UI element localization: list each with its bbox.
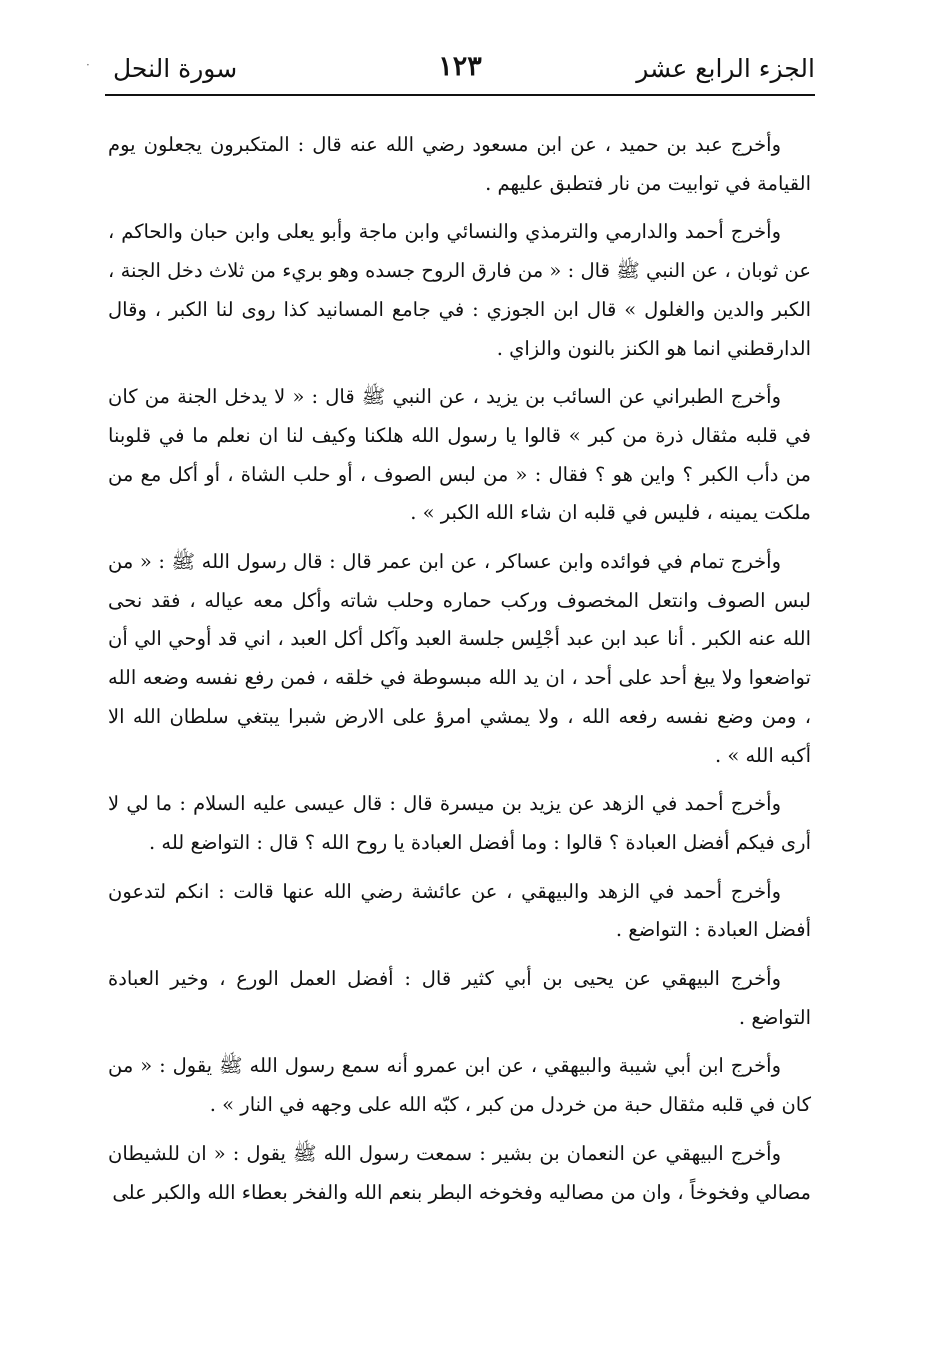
page-number: ١٢٣ [438, 51, 482, 82]
part-title: الجزء الرابع عشر [636, 54, 815, 83]
paragraph: وأخرج أحمد والدارمي والترمذي والنسائي وابن ماجة وأبو يعلى وابن حبان والحاكم ، عن ثوبان ، عن النبي ﷺ قال : « من فارق الروح جسده وهو بريء من ثلاث دخل الجنة ، الكبر والدين والغلول » قال ابن الجوزي : في جامع المسانيد كذا روى لنا الكبر ، وقال الدارقطني انما هو الكنز بالنون والزاي . [108, 220, 812, 360]
paragraph: وأخرج أحمد في الزهد والبيهقي ، عن عائشة رضي الله عنها قالت : انكم لتدعون أفضل العبادة : التواضع . [108, 879, 811, 942]
paragraph: وأخرج أحمد في الزهد عن يزيد بن ميسرة قال : قال عيسى عليه السلام : ما لي لا أرى فيكم أفضل العبادة ؟ قالوا : وما أفضل العبادة يا روح الله ؟ قال : التواضع لله . [108, 792, 811, 854]
paragraph: وأخرج ابن أبي شيبة والبيهقي ، عن ابن عمرو أنه سمع رسول الله ﷺ يقول : « من كان في قلبه مثقال حبة من خردل من كبر ، كبّه الله على وجهه في النار » . [108, 1054, 811, 1117]
page-body [108, 126, 811, 1212]
surah-title: سورة النحل [113, 54, 238, 83]
scan-speck: · [86, 58, 90, 72]
paragraph: وأخرج البيهقي عن يحيى بن أبي كثير قال : أفضل العمل الورع ، وخير العبادة التواضع . [108, 967, 811, 1029]
paragraph: وأخرج تمام في فوائده وابن عساكر ، عن ابن عمر قال : قال رسول الله ﷺ : « من لبس الصوف وانتعل المخصوف وركب حماره وحلب شاته وأكل معه عياله ، فقد نحى الله عنه الكبر . أنا عبد ابن عبد أجْلِس جلسة العبد وآكل أكل العبد ، اني قد أوحي الي أن تواضعوا ولا يبغ أحد على أحد ، ان يد الله مبسوطة في خلقه ، فمن رفع نفسه وضعه الله ، ومن وضع نفسه رفعه الله ، ولا يمشي امرؤ على الارض شبرا يبتغي سلطان الله الا أكبه الله » . [108, 550, 811, 767]
paragraph: وأخرج البيهقي عن النعمان بن بشير : سمعت رسول الله ﷺ يقول : « ان للشيطان مصالي وفخوخاً ، وان من مصاليه وفخوخه البطر بنعم الله والفخر بعطاء الله والكبر على [108, 1141, 811, 1204]
paragraph: وأخرج عبد بن حميد ، عن ابن مسعود رضي الله عنه قال : المتكبرون يجعلون يوم القيامة في توابيت من نار فتطبق عليهم . [108, 133, 811, 195]
page-header [105, 46, 815, 96]
header-rule [105, 94, 815, 96]
paragraph: وأخرج الطبراني عن السائب بن يزيد ، عن النبي ﷺ قال : « لا يدخل الجنة من كان في قلبه مثقال ذرة من كبر » قالوا يا رسول الله هلكنا وكيف لنا ان نعلم ما في قلوبنا من دأب الكبر ؟ واين هو ؟ فقال : « من لبس الصوف ، أو حلب الشاة ، أو أكل مع من ملكت يمينه ، فليس في قلبه ان شاء الله الكبر » . [108, 385, 811, 525]
